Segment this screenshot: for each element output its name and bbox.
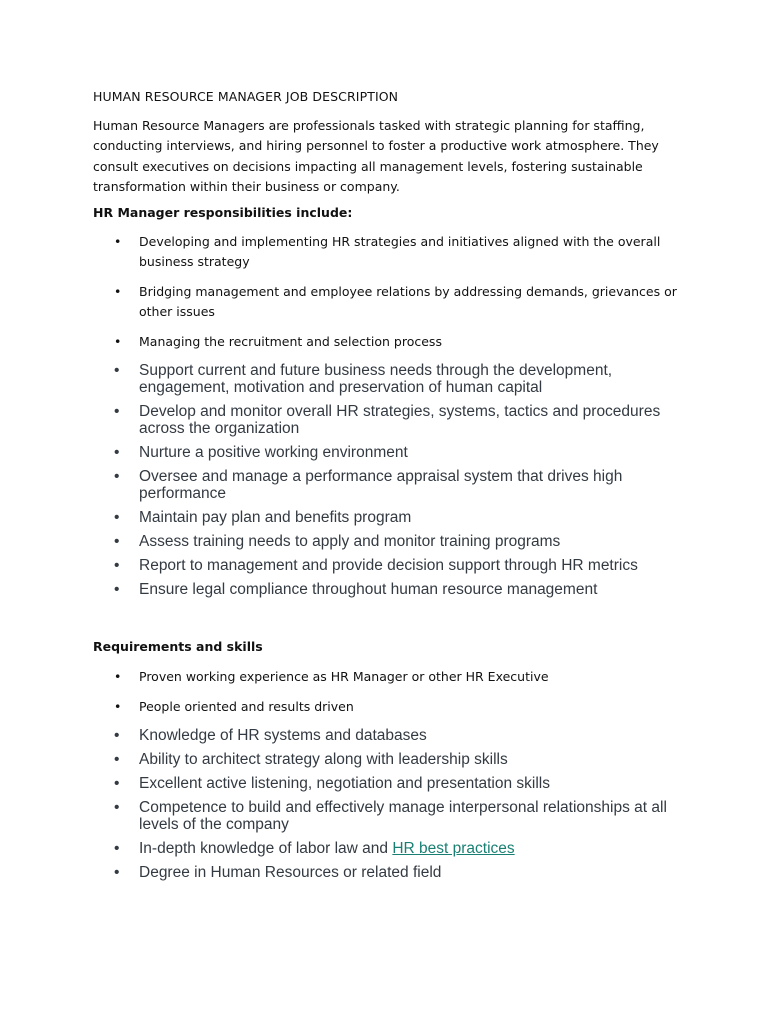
bullet-icon: • [114,362,120,380]
document-page [93,88,683,882]
list-item [93,232,683,272]
requirements-list [93,667,683,882]
list-item [93,534,683,551]
list-item [93,404,683,437]
list-item-text: In-depth knowledge of labor law and [139,840,393,858]
responsibilities-heading: HR Manager responsibilities include: [93,205,353,221]
list-item-text: Oversee and manage a performance appraisal system that drives high performance [139,467,623,502]
bullet-icon: • [114,234,122,250]
bullet-icon: • [114,751,120,769]
list-item [93,445,683,462]
bullet-icon: • [114,402,120,420]
bullet-icon: • [114,668,122,684]
list-item [93,800,683,833]
bullet-icon: • [114,799,120,817]
list-item-text: Managing the recruitment and selection process [139,334,442,350]
list-item-text: Ability to architect strategy along with leadership skills [139,751,508,769]
list-item [93,752,683,769]
list-item-text: Develop and monitor overall HR strategies, systems, tactics and procedures across the organization [139,402,661,437]
bullet-icon: • [114,467,120,485]
list-item-text: Report to management and provide decision support through HR metrics [139,557,638,575]
intro-paragraph: Human Resource Managers are professionals tasked with strategic planning for staffing, conducting interviews, and hiring personnel to foster a productive work atmosphere. They consult executives on decisions impacting all management levels, fostering sustainable transformation within their business or company. [93,118,659,194]
list-item [93,282,683,322]
list-item [93,841,683,858]
hr-best-practices-link[interactable]: HR best practices [392,840,515,858]
bullet-icon: • [114,840,120,858]
bullet-icon: • [114,532,120,550]
list-item-text: Degree in Human Resources or related field [139,864,442,882]
list-item [93,469,683,502]
list-item-text: Assess training needs to apply and monitor training programs [139,532,561,550]
bullet-icon: • [114,284,122,300]
bullet-icon: • [114,775,120,793]
bullet-icon: • [114,508,120,526]
bullet-icon: • [114,557,120,575]
document-title: HUMAN RESOURCE MANAGER JOB DESCRIPTION [93,89,399,104]
bullet-icon: • [114,864,120,882]
bullet-icon: • [114,698,122,714]
list-item [93,332,683,352]
requirements-heading: Requirements and skills [93,638,263,654]
list-item-text: Developing and implementing HR strategies and initiatives aligned with the overall business strategy [139,234,661,270]
list-item [93,697,683,717]
list-item-text: Bridging management and employee relations by addressing demands, grievances or other issues [139,284,677,320]
list-item [93,510,683,527]
list-item-text: People oriented and results driven [139,698,354,714]
list-item-text: Competence to build and effectively manage interpersonal relationships at all levels of the company [139,799,667,834]
list-item [93,363,683,396]
list-item [93,865,683,882]
bullet-icon: • [114,581,120,599]
list-item-text: Maintain pay plan and benefits program [139,508,412,526]
bullet-icon: • [114,443,120,461]
list-item-text: Knowledge of HR systems and databases [139,726,427,744]
list-item-text: Support current and future business needs through the development, engagement, motivation and preservation of human capital [139,362,613,396]
list-item [93,776,683,793]
bullet-icon: • [114,726,120,744]
list-item [93,728,683,745]
bullet-icon: • [114,334,122,350]
list-item [93,667,683,687]
list-item [93,582,683,599]
list-item-text: Excellent active listening, negotiation and presentation skills [139,775,550,793]
responsibilities-list [93,232,683,599]
list-item-text: Ensure legal compliance throughout human resource management [139,581,598,599]
list-item [93,558,683,575]
list-item-text: Proven working experience as HR Manager or other HR Executive [139,668,549,684]
list-item-text: Nurture a positive working environment [139,443,408,461]
